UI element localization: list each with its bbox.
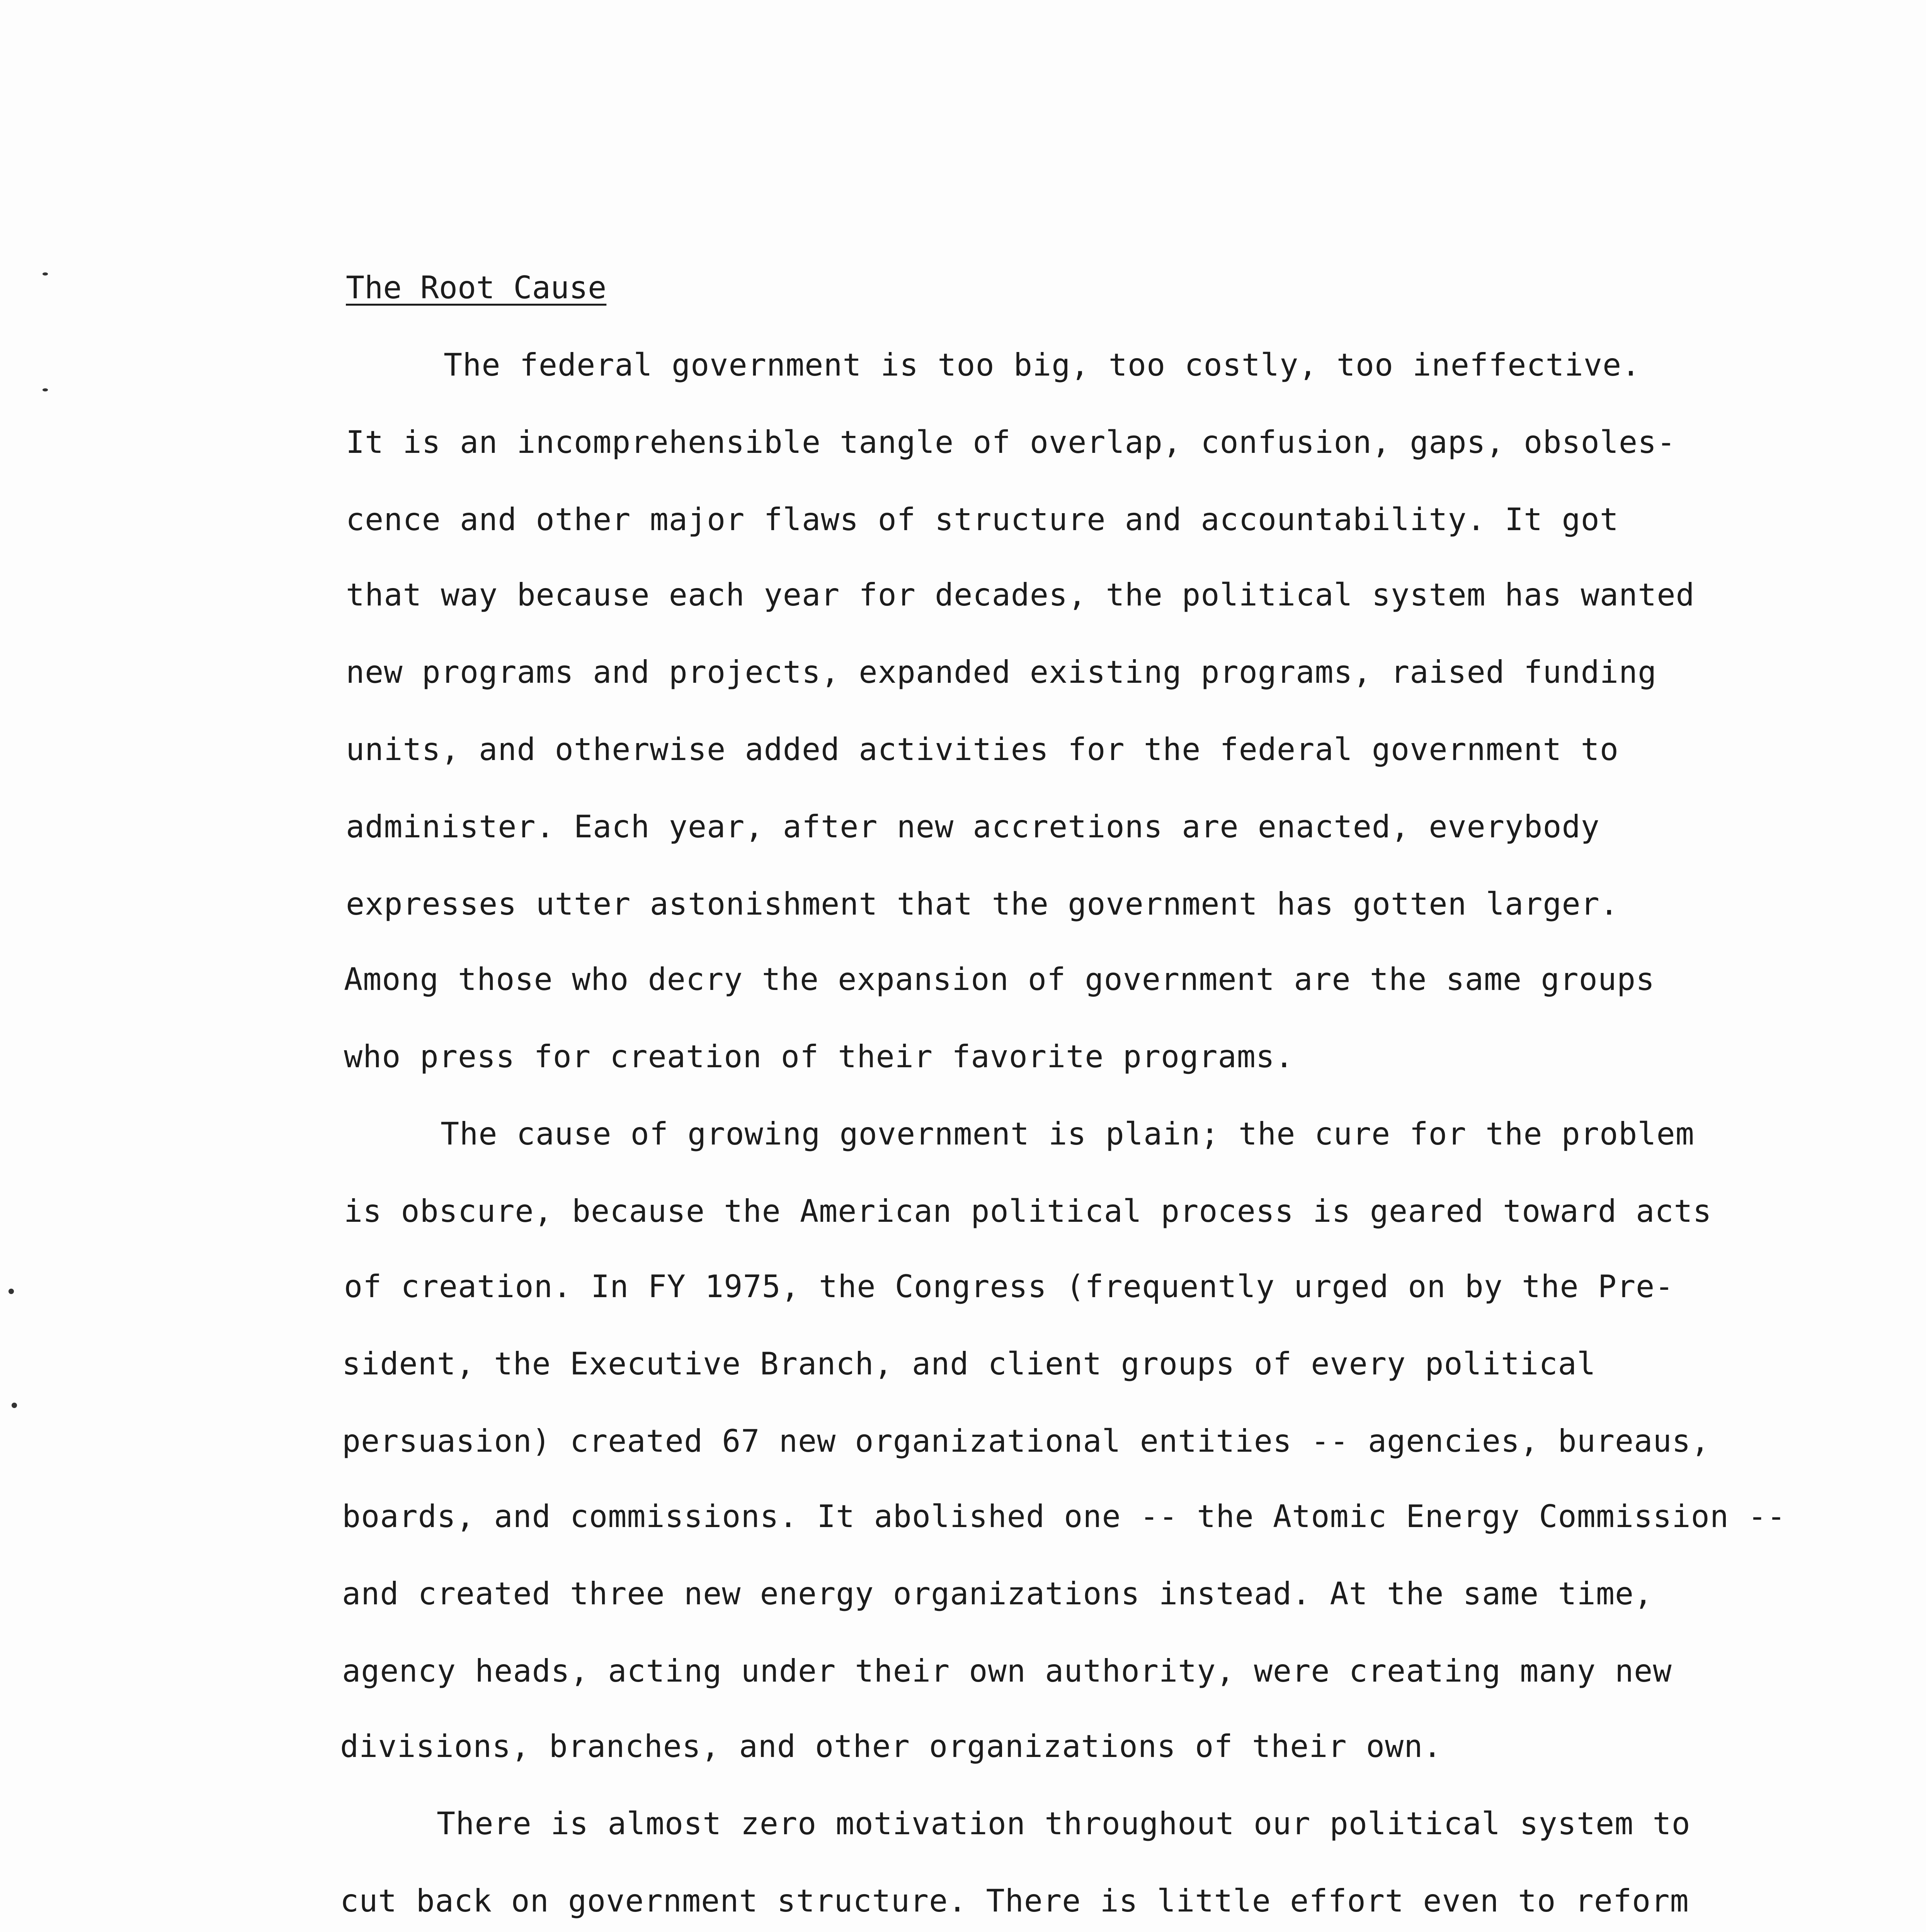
text-line: administer. Each year, after new accretions are enacted, everybody <box>346 809 1600 845</box>
text-line: divisions, branches, and other organizations of their own. <box>340 1728 1442 1764</box>
text-line: cut back on government structure. There is little effort even to reform <box>340 1883 1689 1919</box>
text-line: Among those who decry the expansion of government are the same groups <box>344 961 1655 997</box>
margin-mark <box>43 272 48 276</box>
text-line: expresses utter astonishment that the government has gotten larger. <box>346 886 1619 922</box>
margin-mark <box>9 1289 14 1294</box>
text-line: new programs and projects, expanded existing programs, raised funding <box>346 654 1657 690</box>
text-line: is obscure, because the American political process is geared toward acts <box>344 1193 1712 1229</box>
margin-mark <box>43 388 48 391</box>
text-line: agency heads, acting under their own authority, were creating many new <box>342 1653 1672 1689</box>
section-heading: The Root Cause <box>346 270 607 306</box>
text-line: that way because each year for decades, the political system has wanted <box>346 577 1695 613</box>
text-line: and created three new energy organizations instead. At the same time, <box>342 1576 1653 1612</box>
text-line: boards, and commissions. It abolished one -- the Atomic Energy Commission -- <box>342 1498 1786 1534</box>
text-line: of creation. In FY 1975, the Congress (frequently urged on by the Pre- <box>344 1269 1674 1304</box>
text-line: sident, the Executive Branch, and client groups of every political <box>342 1346 1596 1382</box>
text-line: units, and otherwise added activities for the federal government to <box>346 731 1619 767</box>
text-line: It is an incomprehensible tangle of overlap, confusion, gaps, obsoles- <box>346 424 1676 460</box>
margin-mark <box>12 1403 17 1408</box>
text-line: The federal government is too big, too costly, too ineffective. <box>444 347 1641 383</box>
text-line: who press for creation of their favorite programs. <box>344 1039 1294 1075</box>
text-line: cence and other major flaws of structure and accountability. It got <box>346 502 1619 537</box>
text-line: persuasion) created 67 new organizational entities -- agencies, bureaus, <box>342 1423 1710 1459</box>
text-line: There is almost zero motivation throughout our political system to <box>437 1806 1691 1842</box>
text-line: The cause of growing government is plain; the cure for the problem <box>441 1116 1695 1152</box>
